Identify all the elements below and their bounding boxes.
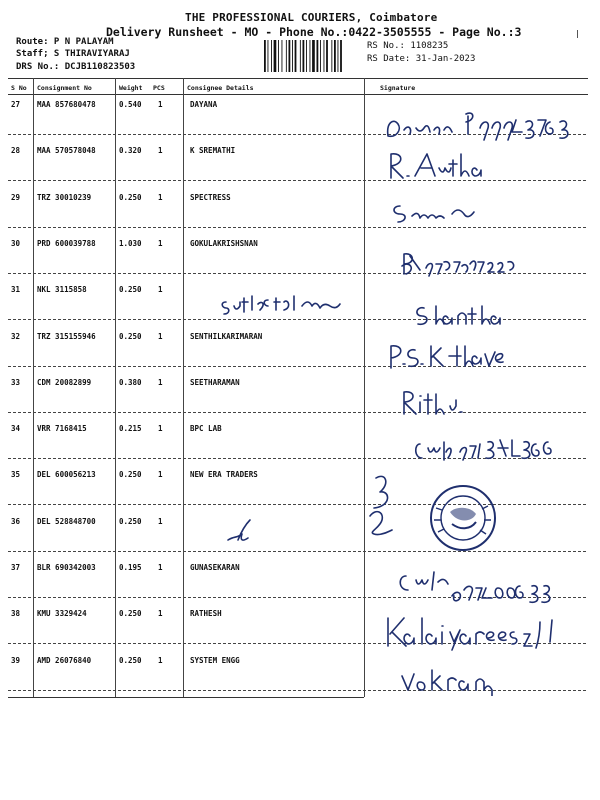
runsheet-subtitle: Delivery Runsheet - MO - Phone No.:0422-3505555 - Page No.:3	[106, 25, 522, 39]
row-separator	[8, 690, 586, 691]
row-separator	[8, 504, 586, 505]
row-separator	[8, 273, 586, 274]
handwriting-31-consignee	[218, 290, 358, 316]
table-header-border	[8, 94, 588, 95]
route-label: Route: P N PALAYAM	[16, 37, 114, 47]
row-pcs: 1	[158, 656, 163, 665]
col-divider	[33, 78, 34, 697]
row-pcs: 1	[158, 378, 163, 387]
row-sno: 33	[11, 378, 21, 387]
col-divider	[183, 78, 184, 697]
signature-38	[382, 612, 567, 654]
signature-32	[385, 340, 525, 372]
row-pcs: 1	[158, 563, 163, 572]
row-sno: 28	[11, 146, 21, 155]
signature-28	[385, 148, 495, 184]
staff-label: Staff; S THIRAVIYARAJ	[16, 49, 130, 59]
row-weight: 0.250	[119, 470, 142, 479]
row-consignment-no: VRR 7168415	[37, 424, 87, 433]
row-sno: 34	[11, 424, 21, 433]
row-separator	[8, 458, 586, 459]
row-consignment-no: MAA 857680478	[37, 100, 96, 109]
signature-31	[412, 300, 502, 330]
row-weight: 0.250	[119, 609, 142, 618]
col-divider	[364, 78, 365, 697]
col-header-sno: S No	[11, 84, 27, 92]
col-header-consignee: Consignee Details	[187, 84, 254, 92]
row-sno: 32	[11, 332, 21, 341]
row-pcs: 1	[158, 146, 163, 155]
row-consignment-no: KMU 3329424	[37, 609, 87, 618]
signature-34	[410, 432, 560, 468]
row-pcs: 1	[158, 193, 163, 202]
row-pcs: 1	[158, 609, 163, 618]
row-separator	[8, 319, 586, 320]
row-sno: 36	[11, 517, 21, 526]
row-consignee: RATHESH	[190, 609, 222, 618]
row-sno: 39	[11, 656, 21, 665]
row-consignee: GOKULAKRISHSNAN	[190, 239, 258, 248]
row-sno: 27	[11, 100, 21, 109]
row-consignment-no: NKL 3115858	[37, 285, 87, 294]
row-pcs: 1	[158, 470, 163, 479]
row-weight: 0.215	[119, 424, 142, 433]
row-weight: 0.195	[119, 563, 142, 572]
delivery-stamp	[428, 484, 498, 552]
col-header-signature: Signature	[380, 84, 416, 92]
rs-number: RS No.: 1108235	[367, 41, 449, 51]
row-consignee: SYSTEM ENGG	[190, 656, 240, 665]
row-weight: 0.320	[119, 146, 142, 155]
signature-35-36-mark	[362, 470, 412, 540]
signature-37	[394, 566, 564, 606]
row-separator	[8, 597, 586, 598]
row-pcs: 1	[158, 285, 163, 294]
row-separator	[8, 134, 586, 135]
row-sno: 38	[11, 609, 21, 618]
row-pcs: 1	[158, 424, 163, 433]
row-sno: 29	[11, 193, 21, 202]
table-top-border	[8, 78, 588, 79]
row-consignment-no: BLR 690342003	[37, 563, 96, 572]
row-sno: 31	[11, 285, 21, 294]
signature-29	[390, 200, 480, 224]
margin-mark	[577, 30, 581, 38]
drs-number: DRS No.: DCJB110823503	[16, 62, 136, 72]
row-separator	[8, 180, 586, 181]
row-weight: 0.250	[119, 656, 142, 665]
row-consignee: K SREMATHI	[190, 146, 236, 155]
row-consignment-no: DEL 600056213	[37, 470, 96, 479]
row-pcs: 1	[158, 332, 163, 341]
row-weight: 0.380	[119, 378, 142, 387]
row-consignee: SENTHILKARIMARAN	[190, 332, 263, 341]
row-consignee: SEETHARAMAN	[190, 378, 240, 387]
row-consignment-no: CDM 20082899	[37, 378, 92, 387]
row-sno: 37	[11, 563, 21, 572]
rs-date: RS Date: 31-Jan-2023	[367, 54, 476, 64]
row-consignee: BPC LAB	[190, 424, 222, 433]
company-title: THE PROFESSIONAL COURIERS, Coimbatore	[185, 11, 438, 24]
row-separator	[8, 412, 586, 413]
col-header-weight: Weight	[119, 84, 143, 92]
barcode	[262, 40, 362, 72]
row-separator	[8, 366, 586, 367]
row-pcs: 1	[158, 239, 163, 248]
row-consignment-no: AMD 26076840	[37, 656, 92, 665]
row-weight: 0.540	[119, 100, 142, 109]
row-weight: 0.250	[119, 285, 142, 294]
row-weight: 0.250	[119, 332, 142, 341]
signature-27	[380, 108, 580, 148]
row-pcs: 1	[158, 100, 163, 109]
row-sno: 30	[11, 239, 21, 248]
table-bottom-border	[8, 697, 364, 698]
row-weight: 0.250	[119, 517, 142, 526]
row-consignment-no: DEL 528848700	[37, 517, 96, 526]
row-consignee: SPECTRESS	[190, 193, 231, 202]
col-header-consignment: Consignment No	[37, 84, 92, 92]
row-consignment-no: PRD 600039788	[37, 239, 96, 248]
row-weight: 0.250	[119, 193, 142, 202]
row-separator	[8, 551, 586, 552]
row-weight: 1.030	[119, 239, 142, 248]
row-consignment-no: MAA 570578048	[37, 146, 96, 155]
row-consignee: GUNASEKARAN	[190, 563, 240, 572]
col-header-pcs: PCS	[153, 84, 165, 92]
row-separator	[8, 643, 586, 644]
row-consignment-no: TRZ 315155946	[37, 332, 96, 341]
row-pcs: 1	[158, 517, 163, 526]
row-consignee: DAYANA	[190, 100, 218, 109]
row-consignment-no: TRZ 30010239	[37, 193, 92, 202]
signature-36	[222, 516, 262, 546]
row-sno: 35	[11, 470, 21, 479]
row-separator	[8, 227, 586, 228]
col-divider	[115, 78, 116, 697]
row-consignee: NEW ERA TRADERS	[190, 470, 258, 479]
